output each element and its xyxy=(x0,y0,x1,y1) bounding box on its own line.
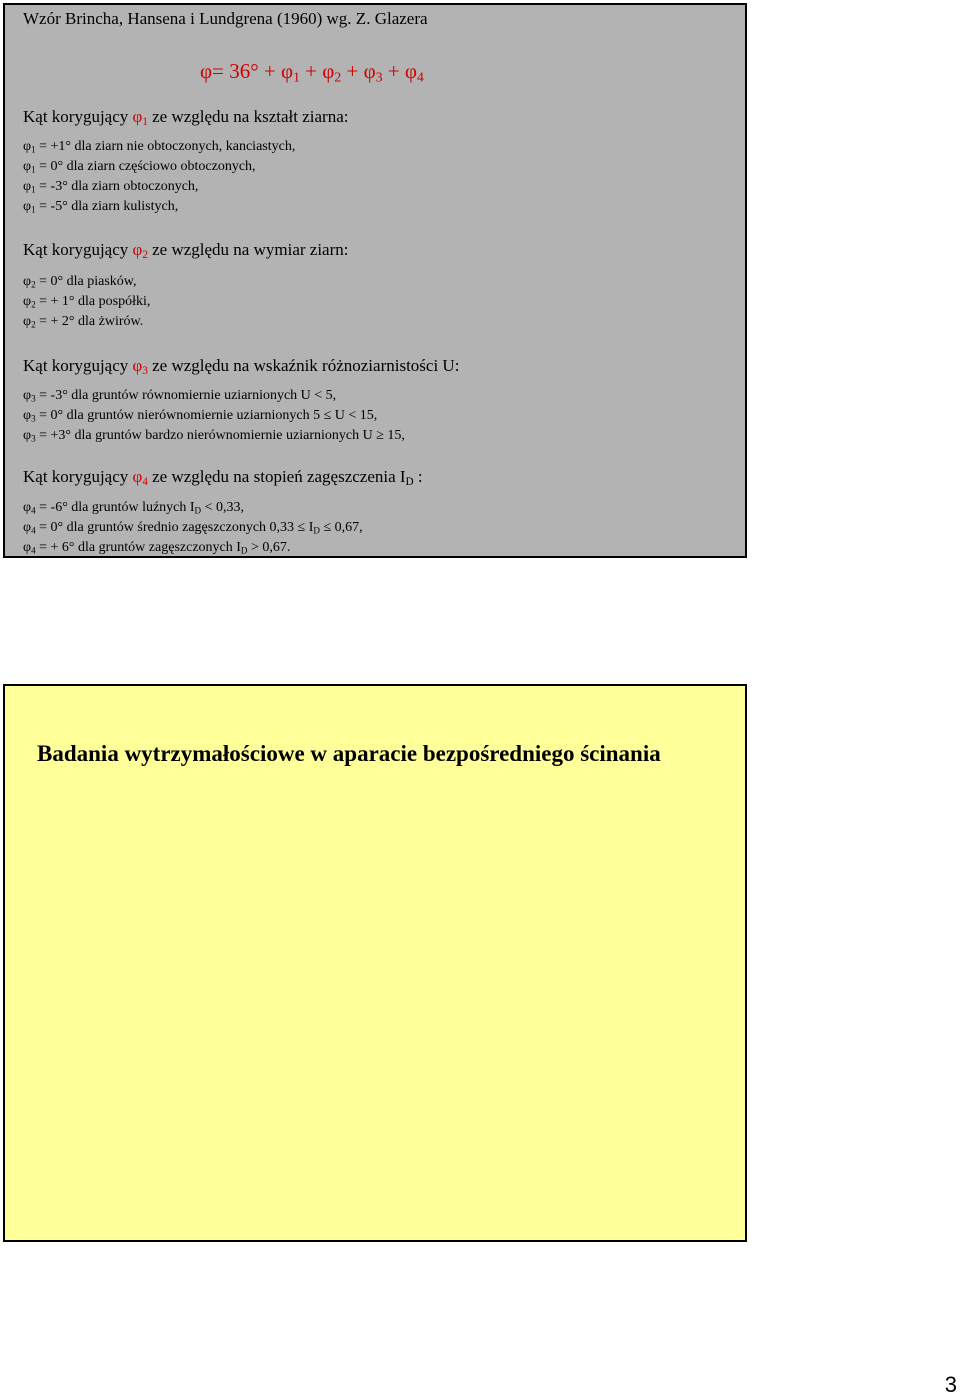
list-item: $\varphi_1 = -5^\circ$ dla ziarn kulistych, xyxy=(23,199,179,215)
section-1-list xyxy=(23,137,295,217)
list-item: $\varphi_1 = -3^\circ$ dla ziarn obtoczonych, xyxy=(23,179,199,195)
list-item: $\varphi_2 = 0^\circ$ dla piasków, xyxy=(23,274,137,290)
section-2-list xyxy=(23,272,150,332)
list-item: $\varphi_4$ = + 6° dla gruntów zagęszczonych $I_D > 0,67$. xyxy=(23,540,291,556)
list-item: $\varphi_2$ = + 2° dla żwirów. xyxy=(23,314,144,330)
section-3-heading: Kąt korygujący $\varphi_3$ ze względu na wskaźnik różnoziarnistości U: xyxy=(23,356,460,377)
slide-1-title: Wzór Brincha, Hansena i Lundgrena (1960) wg. Z. Glazera xyxy=(23,9,428,28)
list-item: $\varphi_4 = -6^\circ$ dla gruntów luźnych $I_D < 0,33$, xyxy=(23,500,245,516)
slide-2 xyxy=(3,684,747,1242)
section-1-heading: Kąt korygujący $\varphi_1$ ze względu na kształt ziarna: xyxy=(23,107,349,128)
slide-2-title: Badania wytrzymałościowe w aparacie bezpośredniego ścinania xyxy=(37,741,661,766)
list-item: $\varphi_1 = +1^\circ$ dla ziarn nie obtoczonych, kanciastych, xyxy=(23,139,296,155)
list-item: $\varphi_3 = -3^\circ$ dla gruntów równomiernie uziarnionych U < 5, xyxy=(23,388,337,404)
section-2-heading: Kąt korygujący $\varphi_2$ ze względu na wymiar ziarn: xyxy=(23,240,349,261)
list-item: $\varphi_3 = 0^\circ$ dla gruntów nierównomiernie uziarnionych 5 ≤ U < 15, xyxy=(23,408,378,424)
list-item: $\varphi_2$ = + 1° dla pospółki, xyxy=(23,294,151,310)
section-4-list xyxy=(23,498,363,558)
main-formula: $\varphi= 36^\circ + \varphi_1 + \varphi_2 + \varphi_3 + \varphi_4$ xyxy=(200,59,424,85)
list-item: $\varphi_1 = 0^\circ$ dla ziarn częściowo obtoczonych, xyxy=(23,159,256,175)
list-item: $\varphi_3 = +3^\circ$ dla gruntów bardzo nierównomiernie uziarnionych U ≥ 15, xyxy=(23,428,405,444)
section-3-list xyxy=(23,386,405,446)
section-4-heading: Kąt korygujący $\varphi_4$ ze względu na stopień zagęszczenia $I_D$ : xyxy=(23,467,423,488)
slide-1 xyxy=(3,3,747,558)
list-item: $\varphi_4 = 0^\circ$ dla gruntów średnio zagęszczonych $0,33 \le I_D \le 0,67$, xyxy=(23,520,363,536)
page-number: 3 xyxy=(944,1372,957,1397)
